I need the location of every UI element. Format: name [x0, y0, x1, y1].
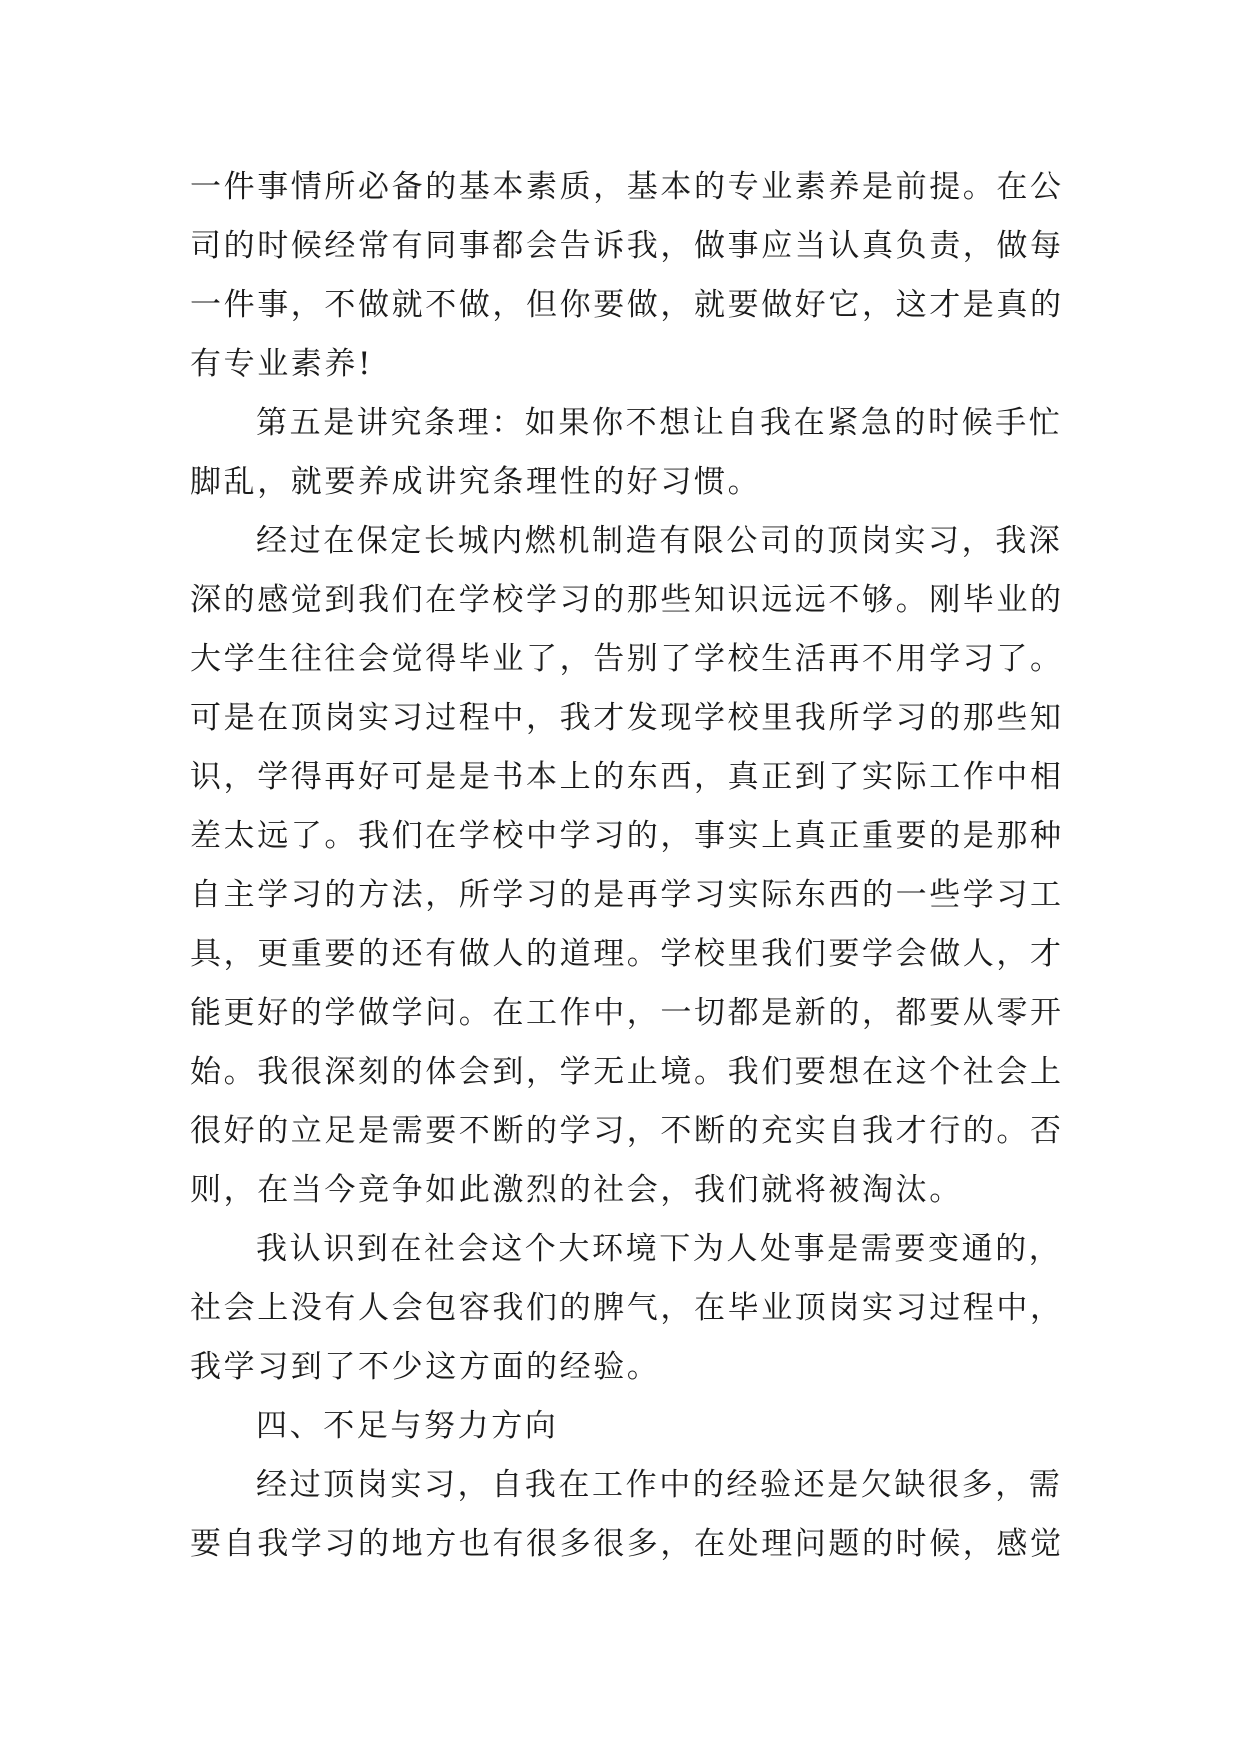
- text-line: 则，在当今竞争如此激烈的社会，我们就将被淘汰。: [190, 1172, 963, 1208]
- text-line: 一件事，不做就不做，但你要做，就要做好它，这才是真的: [190, 287, 1064, 323]
- text-line: 深的感觉到我们在学校学习的那些知识远远不够。刚毕业的: [190, 582, 1064, 618]
- text-line: 四、不足与努力方向: [256, 1408, 559, 1444]
- text-line: 司的时候经常有同事都会告诉我，做事应当认真负责，做每: [190, 228, 1064, 264]
- text-line: 识，学得再好可是是书本上的东西，真正到了实际工作中相: [190, 759, 1064, 795]
- text-line: 始。我很深刻的体会到，学无止境。我们要想在这个社会上: [190, 1054, 1064, 1090]
- text-line: 我认识到在社会这个大环境下为人处事是需要变通的，: [256, 1231, 1063, 1267]
- text-line: 可是在顶岗实习过程中，我才发现学校里我所学习的那些知: [190, 700, 1064, 736]
- text-line: 很好的立足是需要不断的学习，不断的充实自我才行的。否: [190, 1113, 1064, 1149]
- text-line: 一件事情所必备的基本素质，基本的专业素养是前提。在公: [190, 169, 1064, 205]
- text-line: 社会上没有人会包容我们的脾气，在毕业顶岗实习过程中，: [190, 1290, 1064, 1326]
- text-line: 脚乱，就要养成讲究条理性的好习惯。: [190, 464, 762, 500]
- document-body: [190, 158, 1070, 1574]
- text-line: 有专业素养!: [190, 346, 374, 382]
- text-line: 我学习到了不少这方面的经验。: [190, 1349, 661, 1385]
- text-line: 大学生往往会觉得毕业了，告别了学校生活再不用学习了。: [190, 641, 1064, 677]
- text-line: 经过顶岗实习，自我在工作中的经验还是欠缺很多，需: [256, 1467, 1063, 1503]
- text-line: 具，更重要的还有做人的道理。学校里我们要学会做人，才: [190, 936, 1064, 972]
- text-line: 第五是讲究条理：如果你不想让自我在紧急的时候手忙: [256, 405, 1063, 441]
- text-line: 能更好的学做学问。在工作中，一切都是新的，都要从零开: [190, 995, 1064, 1031]
- text-line: 要自我学习的地方也有很多很多，在处理问题的时候，感觉: [190, 1526, 1064, 1562]
- text-line: 差太远了。我们在学校中学习的，事实上真正重要的是那种: [190, 818, 1064, 854]
- text-line: 经过在保定长城内燃机制造有限公司的顶岗实习，我深: [256, 523, 1063, 559]
- text-line: 自主学习的方法，所学习的是再学习实际东西的一些学习工: [190, 877, 1064, 913]
